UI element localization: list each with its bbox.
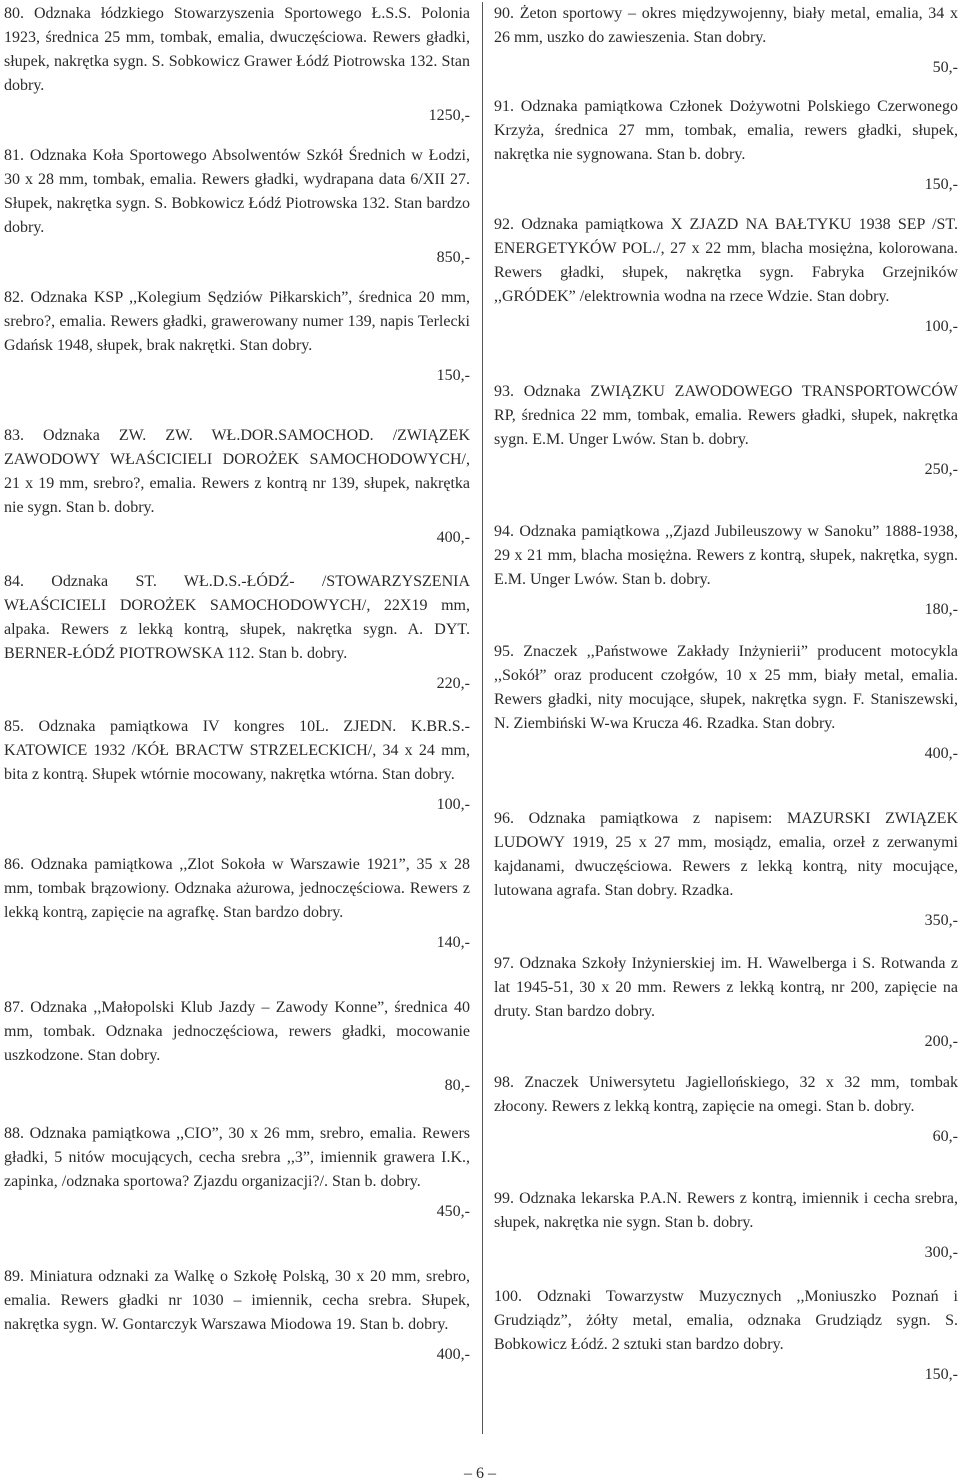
catalog-entry [4, 424, 470, 550]
entry-price: 400,- [924, 745, 958, 762]
catalog-entry [494, 2, 958, 80]
entry-price: 50,- [932, 59, 958, 76]
entry-description: 94. Odznaka pamiątkowa ,,Zjazd Jubileuszowy w Sanoku” 1888-1938, 29 x 21 mm, blacha mosiężna. Rewers z kontrą, słupek, nakrętka, sygn. E.M. Unger Lwów. Stan b. dobry. [494, 523, 958, 588]
entry-description: 90. Żeton sportowy – okres międzywojenny, biały metal, emalia, 34 x 26 mm, uszko do zawieszenia. Stan dobry. [494, 5, 958, 46]
entry-price: 140,- [436, 934, 470, 951]
entry-description: 81. Odznaka Koła Sportowego Absolwentów Szkół Średnich w Łodzi, 30 x 28 mm, tombak, emalia. Rewers gładki, wydrapana data 6/XII 27. Słupek, nakrętka sygn. S. Bobkowicz Łódź Piotrowska 132. Stan bardzo dobry. [4, 147, 470, 236]
entry-description: 84. Odznaka ST. WŁ.D.S.-ŁÓDŹ- /STOWARZYSZENIA WŁAŚCICIELI DOROŻEK SAMOCHODOWYCH/, 22X19 mm, alpaka. Rewers z lekką kontrą, słupek, nakrętka sygn. A. DYT. BERNER-ŁÓDŹ PIOTROWSKA 112. Stan b. dobry. [4, 573, 470, 662]
catalog-entry [4, 2, 470, 128]
catalog-entry [4, 144, 470, 270]
entry-price: 150,- [436, 367, 470, 384]
entry-description: 83. Odznaka ZW. ZW. WŁ.DOR.SAMOCHOD. /ZWIĄZEK ZAWODOWY WŁAŚCICIELI DOROŻEK SAMOCHODOWYCH/, 21 x 19 mm, srebro?, emalia. Rewers z kontrą nr 139, słupek, nakrętka nie sygn. Stan b. dobry. [4, 427, 470, 516]
catalog-entry [4, 1265, 470, 1367]
entry-price: 400,- [436, 529, 470, 546]
entry-description: 86. Odznaka pamiątkowa ,,Zlot Sokoła w Warszawie 1921”, 35 x 28 mm, tombak brązowiony. Odznaka ażurowa, jednoczęściowa. Rewers z lekką kontrą, zapięcie na agrafkę. Stan bardzo dobry. [4, 856, 470, 921]
catalog-entry [494, 1071, 958, 1149]
catalog-entry [494, 952, 958, 1054]
entry-price: 80,- [444, 1077, 470, 1094]
page-number: – 6 – [464, 1465, 496, 1482]
entry-price: 1250,- [428, 107, 470, 124]
entry-price: 350,- [924, 912, 958, 929]
entry-price: 300,- [924, 1244, 958, 1261]
entry-description: 91. Odznaka pamiątkowa Członek Dożywotni Polskiego Czerwonego Krzyża, średnica 27 mm, tombak, emalia, rewers gładki, słupek, nakrętka nie sygnowana. Stan b. dobry. [494, 98, 958, 163]
catalog-entry [494, 380, 958, 482]
catalog-entry [4, 286, 470, 388]
entry-price: 100,- [436, 796, 470, 813]
entry-price: 200,- [924, 1033, 958, 1050]
entry-description: 100. Odznaki Towarzystw Muzycznych ,,Moniuszko Poznań i Grudziądz”, żółty metal, emalia, odznaka Grudziądz sygn. S. Bobkowicz Łódź. 2 sztuki stan bardzo dobry. [494, 1288, 958, 1353]
entry-description: 80. Odznaka łódzkiego Stowarzyszenia Sportowego Ł.S.S. Polonia 1923, średnica 25 mm, tombak, emalia, dwuczęściowa. Rewers gładki, słupek, nakrętka sygn. S. Sobkowicz Grawer Łódź Piotrowska 132. Stan dobry. [4, 5, 470, 94]
entry-description: 98. Znaczek Uniwersytetu Jagiellońskiego, 32 x 32 mm, tombak złocony. Rewers z lekką kontrą, zapięcie na omegi. Stan b. dobry. [494, 1074, 958, 1115]
catalog-entry [494, 95, 958, 197]
catalog-entry [494, 1285, 958, 1387]
entry-description: 82. Odznaka KSP ,,Kolegium Sędziów Piłkarskich”, średnica 20 mm, srebro?, emalia. Rewers gładki, grawerowany numer 139, napis Terlecki Gdańsk 1948, słupek, brak nakrętki. Stan dobry. [4, 289, 470, 354]
entry-description: 89. Miniatura odznaki za Walkę o Szkołę Polską, 30 x 20 mm, srebro, emalia. Rewers gładki nr 1030 – imiennik, cecha srebra. Słupek, nakrętka sygn. W. Gontarczyk Warszawa Miodowa 19. Stan b. dobry. [4, 1268, 470, 1333]
column-divider [482, 2, 483, 1434]
entry-price: 400,- [436, 1346, 470, 1363]
entry-description: 99. Odznaka lekarska P.A.N. Rewers z kontrą, imiennik i cecha srebra, słupek, nakrętka nie sygn. Stan b. dobry. [494, 1190, 958, 1231]
entry-price: 150,- [924, 1366, 958, 1383]
entry-description: 97. Odznaka Szkoły Inżynierskiej im. H. Wawelberga i S. Rotwanda z lat 1945-51, 30 x 20 mm. Rewers z lekką kontrą, nr 200, zapięcie na druty. Stan bardzo dobry. [494, 955, 958, 1020]
entry-price: 250,- [924, 461, 958, 478]
entry-description: 96. Odznaka pamiątkowa z napisem: MAZURSKI ZWIĄZEK LUDOWY 1919, 25 x 27 mm, mosiądz, emalia, orzeł z zerwanymi kajdanami, dwuczęściowa. Rewers z lekką kontrą, nity mocujące, lutowana agrafa. Stan dobry. Rzadka. [494, 810, 958, 899]
catalog-entry [4, 1122, 470, 1224]
entry-price: 150,- [924, 176, 958, 193]
entry-price: 450,- [436, 1203, 470, 1220]
catalog-entry [494, 640, 958, 766]
catalog-entry [494, 807, 958, 933]
catalog-entry [4, 715, 470, 817]
entry-price: 180,- [924, 601, 958, 618]
entry-description: 85. Odznaka pamiątkowa IV kongres 10L. ZJEDN. K.BR.S.-KATOWICE 1932 /KÓŁ BRACTW STRZELECKICH/, 34 x 24 mm, bita z kontrą. Słupek wtórnie mocowany, nakrętka wtórna. Stan dobry. [4, 718, 470, 783]
entry-description: 88. Odznaka pamiątkowa ,,CIO”, 30 x 26 mm, srebro, emalia. Rewers gładki, 5 nitów mocujących, cecha srebra ,,3”, imiennik grawera I.K., zapinka, /odznaka sportowa? Zjazdu organizacji?/. Stan b. dobry. [4, 1125, 470, 1190]
entry-price: 100,- [924, 318, 958, 335]
catalog-entry [4, 570, 470, 696]
catalog-entry [494, 213, 958, 339]
entry-price: 850,- [436, 249, 470, 266]
entry-description: 87. Odznaka ,,Małopolski Klub Jazdy – Zawody Konne”, średnica 40 mm, tombak. Odznaka jednoczęściowa, rewers gładki, mocowanie uszkodzone. Stan dobry. [4, 999, 470, 1064]
entry-description: 92. Odznaka pamiątkowa X ZJAZD NA BAŁTYKU 1938 SEP /ST. ENERGETYKÓW POL./, 27 x 22 mm, blacha mosiężna, kolorowana. Rewers gładki, słupek, nakrętka sygn. Fabryka Grzejników ,,GRÓDEK” /elektrownia wodna na rzece Wdzie. Stan dobry. [494, 216, 958, 305]
entry-price: 60,- [932, 1128, 958, 1145]
entry-price: 220,- [436, 675, 470, 692]
entry-description: 93. Odznaka ZWIĄZKU ZAWODOWEGO TRANSPORTOWCÓW RP, średnica 22 mm, tombak, emalia. Rewers gładki, słupek, nakrętka sygn. E.M. Unger Lwów. Stan b. dobry. [494, 383, 958, 448]
catalog-entry [4, 853, 470, 955]
catalog-entry [494, 1187, 958, 1265]
catalog-entry [4, 996, 470, 1098]
entry-description: 95. Znaczek ,,Państwowe Zakłady Inżynierii” producent motocykla ,,Sokół” oraz producent czołgów, 10 x 25 mm, biały metal, emalia. Rewers gładki, nity mocujące, słupek, nakrętka sygn. F. Staniszewski, N. Ziembiński W-wa Krucza 46. Rzadka. Stan dobry. [494, 643, 958, 732]
catalog-entry [494, 520, 958, 622]
